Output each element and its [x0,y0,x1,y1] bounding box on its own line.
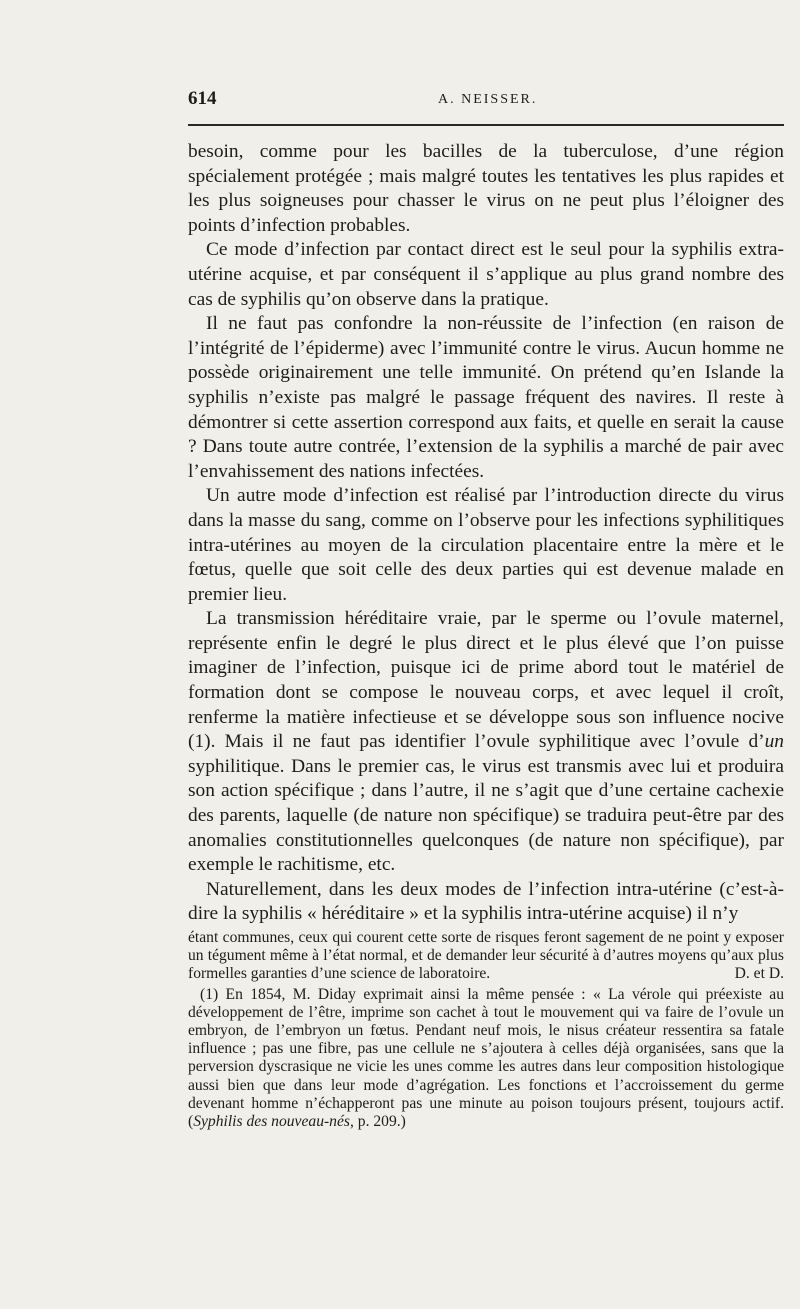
footnote-continued-text: étant communes, ceux qui courent cette sorte de risques feront sagement de ne point y exposer un tégument même à l’état normal, et de demander leur sécurité à d’autres moyens qu’aux plus formelles garanties d’une science de laboratoire. [188,929,784,983]
footnotes [188,929,784,1131]
paragraph-5-part-1: La transmission héréditaire vraie, par le sperme ou l’ovule maternel, représente enfin le degré le plus direct et le plus élevé que l’on puisse imaginer de l’infection, puisque ici de prime abord tout le matériel de formation dont se compose le nouveau corps, et avec lequel il croît, renferme la matière infectieuse et se développe sous son influence nocive (1). Mais il ne faut pas identifier l’ovule syphilitique avec l’ovule d’ [188,608,784,753]
main-text [188,140,784,927]
footnote-1-part-1: (1) En 1854, M. Diday exprimait ainsi la même pensée : « La vérole qui préexiste au développement de l’être, imprime son cachet à tout le mouvement qui va faire de l’ovule un embryon, de l’embryon un fœtus. Pendant neuf mois, le nisus créateur ressentira sa fatale influence ; pas une fibre, pas une cellule ne s’ajoutera à celles déjà organisées, sans que la perversion dyscrasique ne vicie les unes comme les autres dans leur composition histologique aussi bien que dans leur mode d’agrégation. Les fonctions et l’accroissement du germe devenant homme n’échapperont pas une minute au poison toujours présent, toujours actif. ( [188,985,784,1131]
paragraph-5 [188,607,784,878]
paragraph-6: Naturellement, dans les deux modes de l’infection intra-utérine (c’est-à-dire la syphilis « héréditaire » et la syphilis intra-utérine acquise) il n’y [188,878,784,925]
running-head: A. NEISSER. [438,92,538,107]
paragraph-4: Un autre mode d’infection est réalisé par l’introduction directe du virus dans la masse du sang, comme on l’observe pour les infections syphilitiques intra-utérines au moyen de la circulation placentaire entre la mère et le fœtus, quelle que soit celle des deux parties qui est devenue malade en premier lieu. [188,485,784,605]
paragraph-5-emphasis: un [764,731,784,753]
footnote-1-part-2: , p. 209.) [349,1113,406,1131]
page-number: 614 [188,88,217,109]
footnote-signature: D. et D. [734,965,784,983]
paragraph-5-part-2: syphilitique. Dans le premier cas, le virus est transmis avec lui et produira son action spécifique ; dans l’autre, il ne s’agit que d’une certaine cachexie des parents, laquelle (de nature non spécifique) se traduira peut-être par des anomalies constitutionnelles quelconques (de nature non spécifique), par exemple le rachitisme, etc. [188,755,784,876]
header-rule [188,124,784,126]
footnote-1 [188,986,784,1132]
page-header [188,84,784,114]
paragraph-2: Ce mode d’infection par contact direct est le seul pour la syphilis extra-utérine acquise, et par conséquent il s’applique au plus grand nombre des cas de syphilis qu’on observe dans la pratique. [188,239,784,310]
footnote-1-title: Syphilis des nouveau-nés [193,1113,350,1131]
paragraph-3: Il ne faut pas confondre la non-réussite de l’infection (en raison de l’intégrité de l’épiderme) avec l’immunité contre le virus. Aucun homme ne possède originairement une telle immunité. On prétend qu’en Islande la syphilis n’existe pas malgré le passage fréquent des navires. Il reste à démontrer si cette assertion correspond aux faits, et quelle en serait la cause ? Dans toute autre contrée, l’extension de la syphilis a marché de pair avec l’envahissement des nations infectées. [188,313,784,482]
paragraph-1: besoin, comme pour les bacilles de la tuberculose, d’une région spécialement protégée ; mais malgré toutes les tentatives les plus rapides et les plus soigneuses pour chasser le virus on ne peut plus l’éloigner des points d’infection probables. [188,141,784,236]
